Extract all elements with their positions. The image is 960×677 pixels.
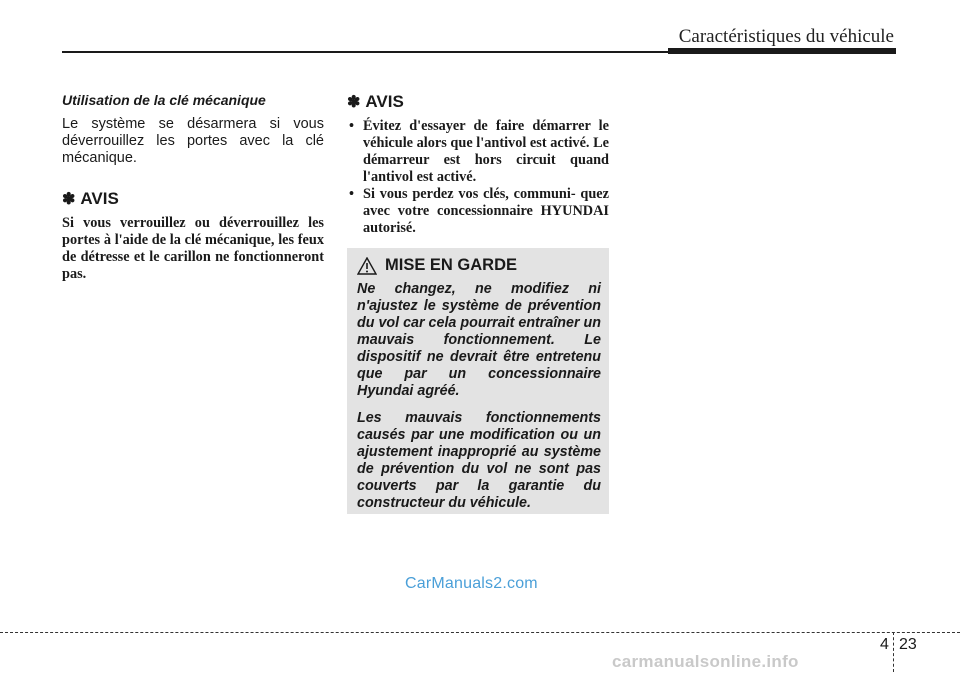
list-item xyxy=(347,118,609,186)
caution-box xyxy=(347,248,609,514)
list-item-text: Si vous perdez vos clés, communi- quez avec votre concessionnaire HYUNDAI autorisé. xyxy=(363,186,609,236)
notice-heading xyxy=(347,92,609,112)
page-number-divider xyxy=(893,632,894,672)
notice-list xyxy=(347,118,609,237)
middle-column xyxy=(347,92,609,237)
bullet-icon: • xyxy=(349,186,355,202)
notice-title: AVIS xyxy=(80,189,119,208)
header-rule-accent xyxy=(668,48,896,54)
caution-paragraph: Les mauvais fonctionnements causés par une modification ou un ajustement inapproprié au système de prévention du vol ne sont pas couverts par la garantie du constructeur du véhicule. xyxy=(357,410,601,511)
section-subheading: Utilisation de la clé mécanique xyxy=(62,92,266,108)
notice-heading xyxy=(62,189,324,209)
header-rule xyxy=(62,51,668,53)
caution-title: MISE EN GARDE xyxy=(385,256,518,274)
star-icon: ✽ xyxy=(347,94,361,111)
left-column xyxy=(62,92,324,283)
list-item-text: Évitez d'essayer de faire démarrer le véhicule alors que l'antivol est activé. Le démarreur est hors circuit quand l'antivol est activé. xyxy=(363,118,609,185)
caution-paragraph: Ne changez, ne modifiez ni n'ajustez le système de prévention du vol car cela pourrait entraîner un mauvais fonctionnement. Le dispositif ne devrait être entretenu que par un concessionnaire Hyundai agréé. xyxy=(357,281,601,399)
footer-rule xyxy=(0,632,960,633)
chapter-number: 4 xyxy=(880,636,889,653)
section-body: Le système se désarmera si vous déverrouillez les portes avec la clé mécanique. xyxy=(62,116,324,166)
warning-triangle-icon xyxy=(357,257,377,275)
watermark-link[interactable]: CarManuals2.com xyxy=(405,575,538,592)
page-number: 23 xyxy=(899,636,917,653)
notice-title: AVIS xyxy=(365,92,404,111)
star-icon: ✽ xyxy=(62,191,76,208)
site-watermark[interactable]: carmanualsonline.info xyxy=(612,652,799,671)
list-item xyxy=(347,186,609,237)
bullet-icon: • xyxy=(349,118,355,134)
page-header-title: Caractéristiques du véhicule xyxy=(678,26,894,47)
caution-heading xyxy=(357,256,601,275)
notice-body: Si vous verrouillez ou déverrouillez les portes à l'aide de la clé mécanique, les feux de détresse et le carillon ne fonctionneront pas. xyxy=(62,215,324,282)
